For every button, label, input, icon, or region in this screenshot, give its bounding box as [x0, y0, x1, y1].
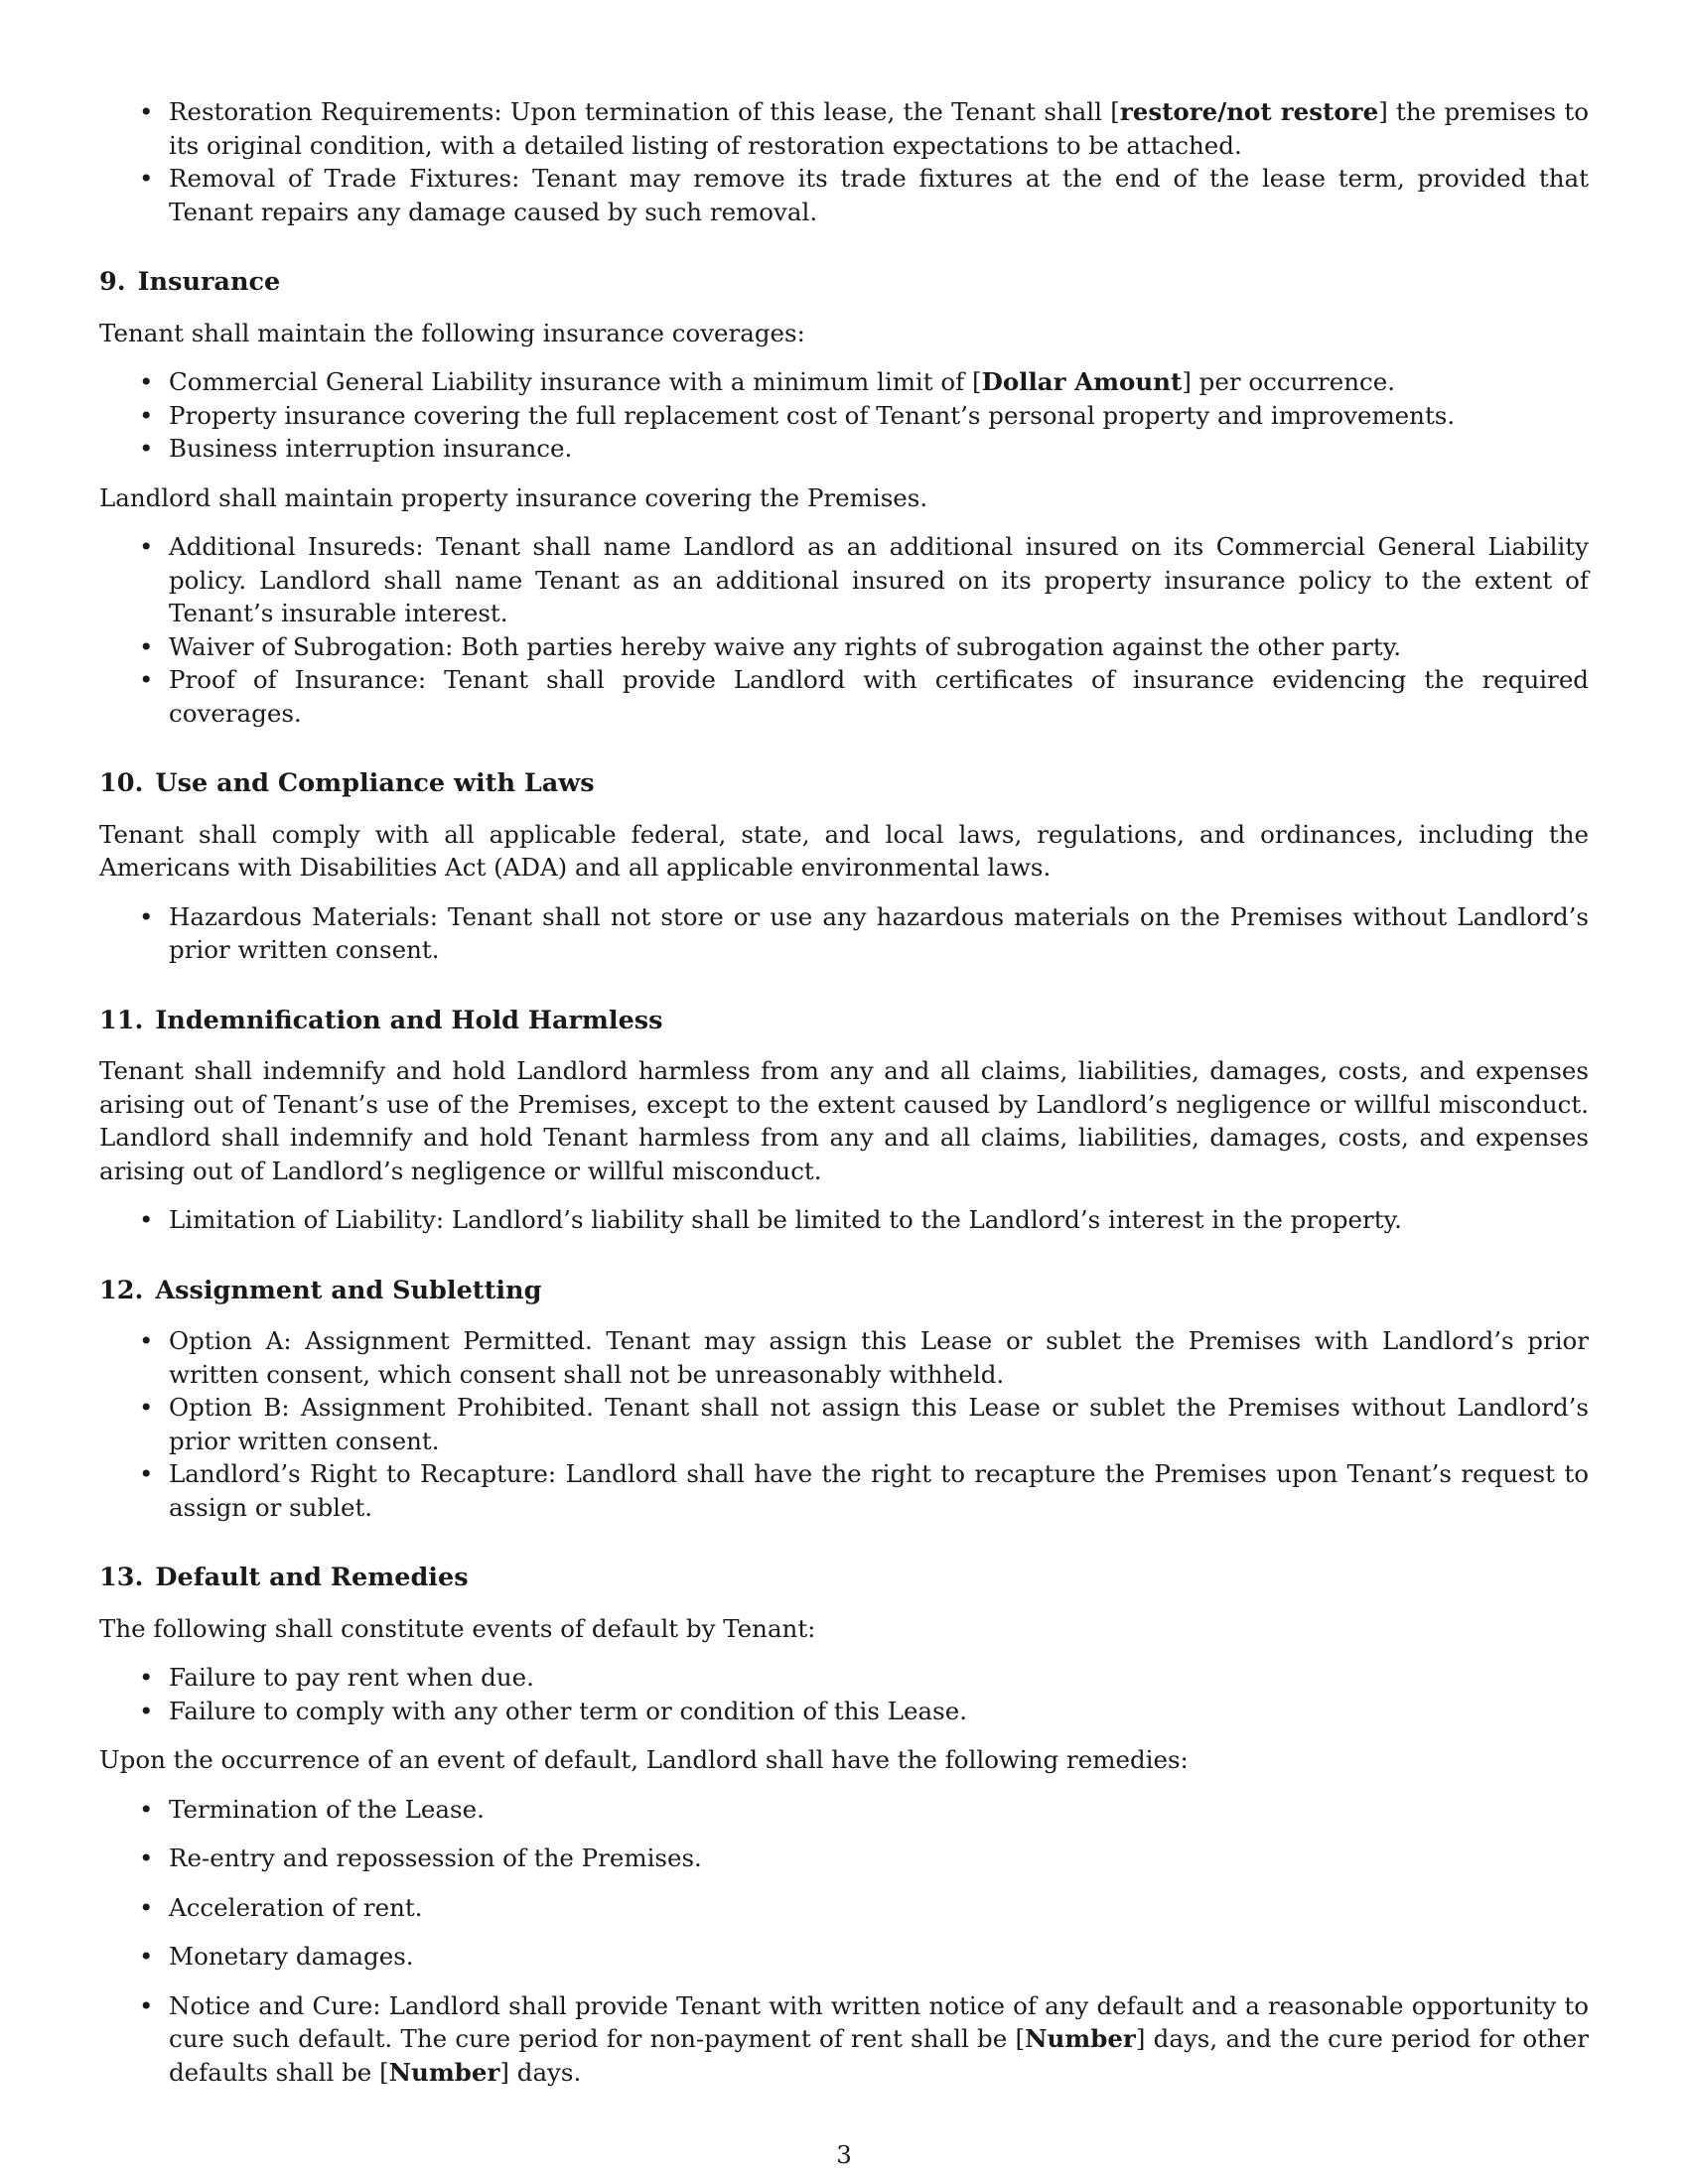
- cure-days-placeholder-2: Number: [388, 2057, 500, 2087]
- section-13-intro: The following shall constitute events of default by Tenant:: [99, 1613, 816, 1643]
- list-item-waiver-subrogation: • Waiver of Subrogation: Both parties hereby waive any rights of subrogation against the other party.: [99, 630, 1589, 664]
- section-8-continued-list: [99, 95, 1589, 228]
- list-item-trade-fixtures: • Removal of Trade Fixtures: Tenant may remove its trade fixtures at the end of the lease term, provided that Tenant repairs any damage caused by such removal.: [99, 162, 1589, 228]
- section-11-para: Tenant shall indemnify and hold Landlord harmless from any and all claims, liabilities, damages, costs, and expenses arising out of Tenant’s use of the Premises, except to the extent caused by Landlord’s negligence or willful misconduct. Landlord shall indemnify and hold Tenant harmless from any and all claims, liabilities, damages, costs, and expenses arising out of Landlord’s negligence or willful misconduct.: [99, 1056, 1589, 1185]
- restoration-label: Restoration Requirements:: [169, 97, 502, 126]
- section-9-intro: Tenant shall maintain the following insurance coverages:: [99, 318, 805, 347]
- list-item-reentry: • Re-entry and repossession of the Premises.: [99, 1842, 1589, 1875]
- document-page: [99, 95, 1589, 2089]
- remedies-intro: Upon the occurrence of an event of default, Landlord shall have the following remedies:: [99, 1745, 1189, 1774]
- section-10-list: [99, 900, 1589, 967]
- list-item-recapture: • Landlord’s Right to Recapture: Landlord shall have the right to recapture the Premises upon Tenant’s request to assign or sublet.: [99, 1457, 1589, 1524]
- page-number: 3: [836, 2140, 852, 2169]
- section-10-heading: 10. Use and Compliance with Laws: [99, 768, 595, 798]
- list-item-option-a: • Option A: Assignment Permitted. Tenant may assign this Lease or sublet the Premises with Landlord’s prior written consent, which consent shall not be unreasonably withheld.: [99, 1324, 1589, 1391]
- list-item-termination: • Termination of the Lease.: [99, 1793, 1589, 1827]
- list-item-notice-cure: • Notice and Cure: Landlord shall provide Tenant with written notice of any default and a reasonable opportunity to cure such default. The cure period for non-payment of rent shall be [Number] days, and the cure period for other defaults shall be [Number] days.: [99, 1989, 1589, 2090]
- section-11-list: [99, 1203, 1589, 1237]
- insurance-coverages-list: [99, 365, 1589, 466]
- list-item-proof-insurance: • Proof of Insurance: Tenant shall provide Landlord with certificates of insurance evidencing the required coverages.: [99, 663, 1589, 730]
- section-13-heading: 13. Default and Remedies: [99, 1563, 469, 1592]
- list-item-cgl: • Commercial General Liability insurance with a minimum limit of [Dollar Amount] per occurrence.: [99, 365, 1589, 399]
- list-item-default-terms: • Failure to comply with any other term or condition of this Lease.: [99, 1695, 1589, 1728]
- cure-days-placeholder-1: Number: [1025, 2024, 1136, 2053]
- section-10-para: Tenant shall comply with all applicable federal, state, and local laws, regulations, and ordinances, including the Americans with Disabilities Act (ADA) and all applicable environmental laws.: [99, 819, 1589, 882]
- list-item-limitation-liability: • Limitation of Liability: Landlord’s liability shall be limited to the Landlord’s interest in the property.: [99, 1203, 1589, 1237]
- list-item-property-insurance: • Property insurance covering the full replacement cost of Tenant’s personal property and improvements.: [99, 399, 1589, 433]
- list-item-option-b: • Option B: Assignment Prohibited. Tenant shall not assign this Lease or sublet the Premises without Landlord’s prior written consent.: [99, 1391, 1589, 1457]
- section-11-heading: 11. Indemnification and Hold Harmless: [99, 1005, 663, 1035]
- insurance-provisions-list: [99, 530, 1589, 730]
- list-item-default-rent: • Failure to pay rent when due.: [99, 1661, 1589, 1695]
- restoration-placeholder: restore/not restore: [1119, 97, 1379, 126]
- list-item-business-interruption: • Business interruption insurance.: [99, 432, 1589, 466]
- section-9-heading: 9. Insurance: [99, 267, 281, 297]
- list-item-restoration: • Restoration Requirements: Upon termination of this lease, the Tenant shall [restore/not restore] the premises to its original condition, with a detailed listing of restoration expectations to be attached.: [99, 95, 1589, 162]
- section-12-heading: 12. Assignment and Subletting: [99, 1275, 542, 1305]
- list-item-additional-insureds: • Additional Insureds: Tenant shall name Landlord as an additional insured on its Commercial General Liability policy. Landlord shall name Tenant as an additional insured on its property insurance policy to the extent of Tenant’s insurable interest.: [99, 530, 1589, 630]
- list-item-monetary-damages: • Monetary damages.: [99, 1940, 1589, 1974]
- dollar-amount-placeholder: Dollar Amount: [981, 367, 1183, 396]
- default-events-list: [99, 1661, 1589, 1727]
- landlord-insurance-para: Landlord shall maintain property insurance covering the Premises.: [99, 482, 928, 512]
- list-item-acceleration: • Acceleration of rent.: [99, 1891, 1589, 1925]
- section-12-list: [99, 1324, 1589, 1524]
- remedies-list: [99, 1793, 1589, 2090]
- list-item-hazardous-materials: • Hazardous Materials: Tenant shall not store or use any hazardous materials on the Premises without Landlord’s prior written consent.: [99, 900, 1589, 967]
